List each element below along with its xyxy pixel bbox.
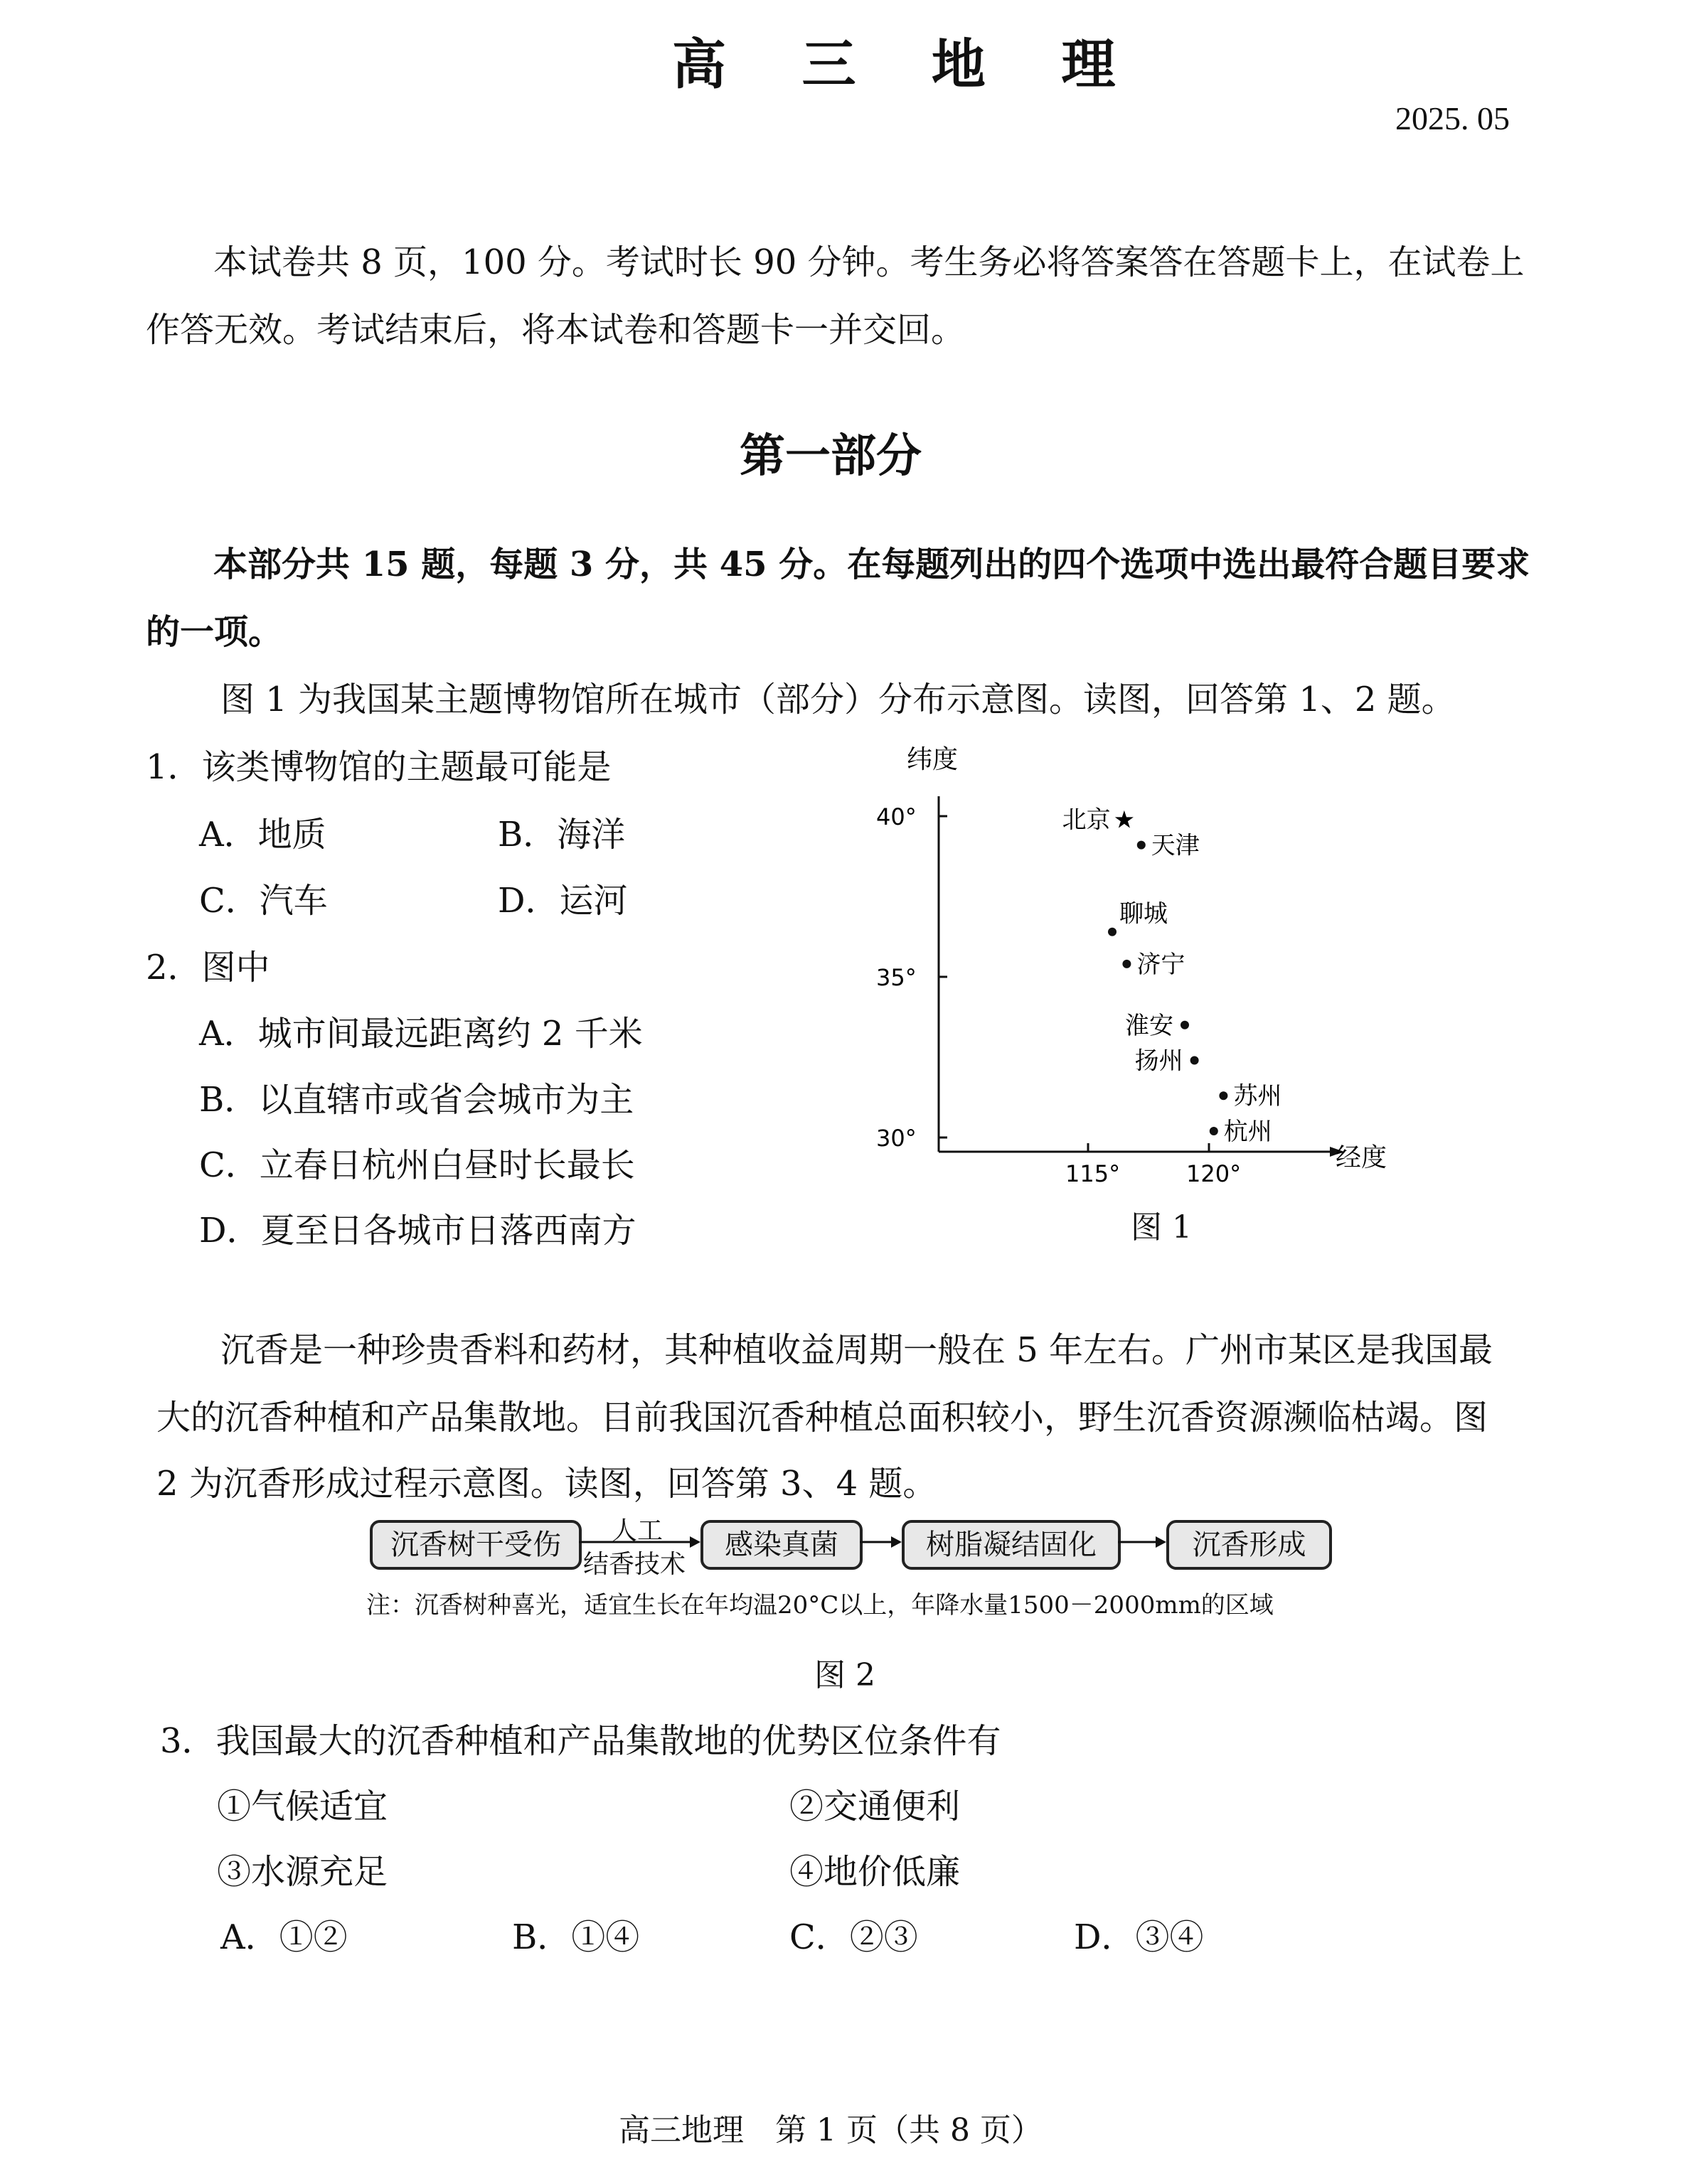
- q2-option-c: C．立春日杭州白昼时长最长: [199, 1145, 635, 1185]
- flow-box-agarwood-formed: 沉香形成: [1166, 1520, 1332, 1570]
- fig1-x-tick-label: 115°: [1065, 1160, 1121, 1187]
- q2-option-a: A．城市间最远距离约 2 千米: [199, 1014, 643, 1054]
- figure-1-city-map: [875, 739, 1415, 1194]
- page-footer: 高三地理 第 1 页（共 8 页）: [619, 2112, 1043, 2148]
- fig1-city-dot: [1108, 928, 1117, 936]
- fig1-city-label: 济宁: [1136, 950, 1185, 979]
- section-title: 第一部分: [740, 429, 922, 483]
- fig1-city-dot: [1190, 1056, 1199, 1065]
- flow-arrow-label-top: 人工: [612, 1516, 664, 1546]
- q3-item-1: ①气候适宜: [217, 1787, 388, 1826]
- fig1-city-dot: [1137, 841, 1146, 850]
- fig1-city-dot: [1210, 1127, 1218, 1135]
- fig1-city-label: 扬州: [1134, 1046, 1183, 1076]
- fig2-note: 注：沉香树种喜光，适宜生长在年均温20°C以上，年降水量1500－2000mm的区域: [366, 1591, 1274, 1620]
- fig1-city-label: 淮安: [1125, 1011, 1173, 1040]
- q3-item-3: ③水源充足: [217, 1852, 388, 1892]
- exam-title: 高 三 地 理: [672, 33, 1144, 96]
- q2-stem: 2．图中: [146, 948, 270, 987]
- flow-box-resin-solidify: 树脂凝结固化: [902, 1520, 1121, 1570]
- intro-line-2: 作答无效。考试结束后，将本试卷和答题卡一并交回。: [146, 310, 966, 350]
- fig1-city-label: 苏州: [1233, 1082, 1282, 1111]
- fig1-city-label: 北京: [1062, 805, 1111, 835]
- fig1-intro: 图 1 为我国某主题博物馆所在城市（部分）分布示意图。读图，回答第 1、2 题。: [220, 680, 1456, 719]
- fig2-caption: 图 2: [814, 1657, 875, 1693]
- section-instructions-line-1: 本部分共 15 题，每题 3 分，共 45 分。在每题列出的四个选项中选出最符合题目要求: [213, 545, 1530, 584]
- passage2-line-2: 大的沉香种植和产品集散地。目前我国沉香种植总面积较小，野生沉香资源濒临枯竭。图: [156, 1398, 1488, 1438]
- q3-stem: 3．我国最大的沉香种植和产品集散地的优势区位条件有: [160, 1721, 1001, 1761]
- fig1-y-axis-label: 纬度: [907, 745, 959, 774]
- intro-line-1: 本试卷共 8 页，100 分。考试时长 90 分钟。考生务必将答案答在答题卡上，在试卷上: [213, 242, 1525, 282]
- fig1-y-tick-label: 35°: [876, 964, 917, 991]
- q3-option-c: C．②③: [789, 1917, 918, 1957]
- fig1-y-tick-label: 30°: [876, 1125, 917, 1152]
- fig1-city-dot: [1219, 1091, 1227, 1100]
- fig1-city-label: 天津: [1151, 831, 1200, 860]
- q1-option-a: A．地质: [199, 815, 326, 855]
- fig1-x-tick-label: 120°: [1186, 1160, 1242, 1187]
- fig1-city-label: 杭州: [1223, 1117, 1272, 1146]
- q2-option-b: B．以直辖市或省会城市为主: [199, 1080, 634, 1120]
- exam-date: 2025. 05: [1395, 100, 1510, 136]
- q3-option-a: A．①②: [220, 1917, 348, 1957]
- fig1-city-dot: [1181, 1021, 1189, 1029]
- flow-arrow-label-bottom: 结香技术: [583, 1550, 686, 1579]
- fig1-city-dot: [1122, 960, 1131, 968]
- fig1-caption: 图 1: [1131, 1209, 1192, 1246]
- fig1-y-tick-label: 40°: [876, 803, 917, 830]
- fig1-city-star-marker: ★: [1113, 805, 1136, 835]
- flow-box-trunk-injured: 沉香树干受伤: [370, 1520, 582, 1570]
- q1-option-b: B．海洋: [498, 815, 626, 855]
- q1-option-c: C．汽车: [199, 881, 328, 921]
- fig1-city-label: 聊城: [1119, 899, 1168, 928]
- q3-option-d: D．③④: [1074, 1917, 1204, 1957]
- q1-stem: 1．该类博物馆的主题最可能是: [146, 747, 612, 787]
- q1-option-d: D．运河: [498, 881, 628, 921]
- fig1-x-axis-label: 经度: [1336, 1143, 1387, 1172]
- passage2-line-1: 沉香是一种珍贵香料和药材，其种植收益周期一般在 5 年左右。广州市某区是我国最: [220, 1330, 1493, 1370]
- flow-box-fungal-infection: 感染真菌: [700, 1520, 863, 1570]
- q3-item-2: ②交通便利: [789, 1787, 961, 1826]
- passage2-line-3: 2 为沉香形成过程示意图。读图，回答第 3、4 题。: [156, 1464, 937, 1504]
- q3-item-4: ④地价低廉: [789, 1852, 961, 1892]
- section-instructions-line-2: 的一项。: [146, 612, 283, 652]
- q3-option-b: B．①④: [512, 1917, 640, 1957]
- q2-option-d: D．夏至日各城市日落西南方: [199, 1211, 636, 1251]
